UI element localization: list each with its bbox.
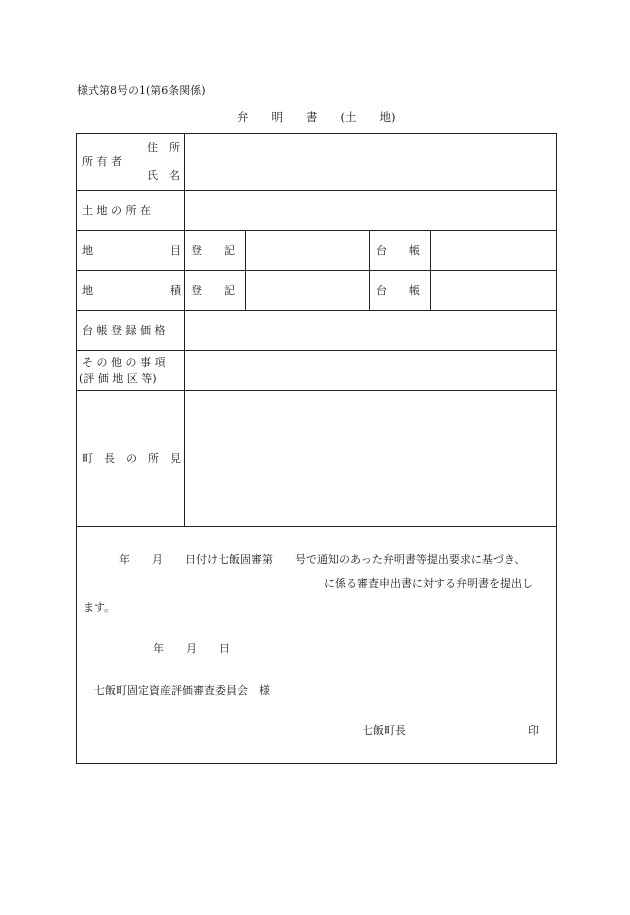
name-field[interactable]: [186, 160, 554, 188]
row-divider: [76, 310, 557, 311]
column-divider: [369, 230, 370, 310]
label-column-divider: [184, 133, 185, 526]
row-divider: [76, 390, 557, 391]
area-ledger-label: 台 帳: [376, 284, 420, 297]
other-matters-label: そ の 他 の 事 項: [82, 356, 166, 369]
owner-label: 所 有 者: [82, 155, 122, 168]
ledger-price-field[interactable]: [186, 312, 554, 348]
category-ledger-field[interactable]: [432, 232, 554, 268]
column-divider: [430, 230, 431, 310]
land-area-label: 地 積: [82, 284, 181, 297]
address-label: 住 所: [147, 141, 180, 154]
land-location-field[interactable]: [186, 192, 554, 228]
column-divider: [245, 230, 246, 310]
land-location-label: 土 地 の 所 在: [82, 204, 151, 217]
address-field[interactable]: [186, 136, 554, 156]
statement-line-3: ます。: [83, 601, 116, 614]
row-divider: [76, 230, 557, 231]
sender: 七飯町長: [362, 724, 406, 737]
statement-line-1: 年 月 日付け七飯固審第 号で通知のあった弁明書等提出要求に基づき、: [119, 553, 526, 566]
row-divider: [76, 350, 557, 351]
mayor-opinion-field[interactable]: [186, 392, 554, 524]
name-label: 氏 名: [147, 169, 180, 182]
statement-line-2: に係る審査申出書に対する弁明書を提出し: [324, 577, 533, 590]
ledger-price-label: 台 帳 登 録 価 格: [82, 324, 166, 337]
row-divider: [76, 270, 557, 271]
category-registry-field[interactable]: [247, 232, 367, 268]
category-registry-label: 登 記: [191, 244, 235, 257]
seal-mark: 印: [528, 724, 539, 737]
mayor-opinion-label: 町 長 の 所 見: [82, 452, 181, 465]
category-ledger-label: 台 帳: [376, 244, 420, 257]
other-matters-sublabel: (評 価 地 区 等): [79, 372, 157, 385]
other-matters-field[interactable]: [186, 352, 554, 388]
area-registry-label: 登 記: [191, 284, 235, 297]
form-number: 様式第8号の1(第6条関係): [77, 84, 206, 97]
addressee: 七飯町固定資産評価審査委員会 様: [94, 684, 270, 697]
area-ledger-field[interactable]: [432, 272, 554, 308]
document-title: 弁 明 書 (土 地): [237, 110, 396, 124]
row-divider: [76, 190, 557, 191]
submission-date: 年 月 日: [153, 642, 230, 655]
land-category-label: 地 目: [82, 244, 181, 257]
row-divider: [76, 526, 557, 527]
area-registry-field[interactable]: [247, 272, 367, 308]
